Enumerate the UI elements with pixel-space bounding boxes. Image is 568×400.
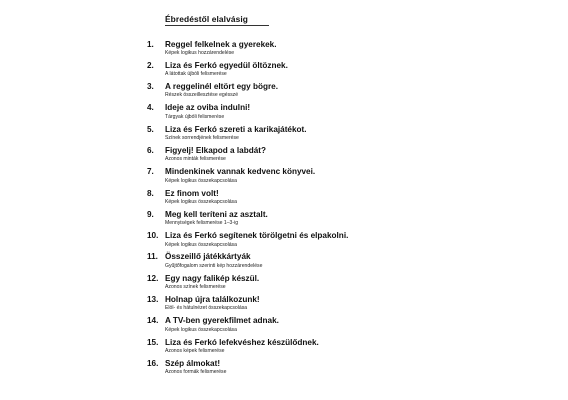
toc-item-subtitle: Képek logikus összekapcsolása xyxy=(165,326,237,333)
toc-item xyxy=(0,359,568,380)
toc-item xyxy=(0,295,568,316)
toc-item-subtitle: Képek logikus összekapcsolása xyxy=(165,198,237,205)
toc-item-number: 14. xyxy=(147,316,159,326)
toc-item-number: 9. xyxy=(147,209,154,219)
toc-item-number: 11. xyxy=(147,252,158,262)
toc-item-number: 13. xyxy=(147,295,159,305)
toc-item-number: 8. xyxy=(147,188,154,198)
toc-item xyxy=(0,338,568,359)
toc-item-heading: Liza és Ferkó szereti a karikajátékot. xyxy=(165,124,307,134)
toc-item-heading: Szép álmokat! xyxy=(165,358,221,368)
table-of-contents xyxy=(0,40,568,381)
toc-item-subtitle: Képek logikus összekapcsolása xyxy=(165,241,237,248)
toc-item-subtitle: Képek logikus összekapcsolása xyxy=(165,177,237,184)
toc-item-subtitle: A látottak újbóli felismerése xyxy=(165,71,227,78)
toc-item xyxy=(0,167,568,188)
toc-item-heading: Liza és Ferkó egyedül öltöznek. xyxy=(165,60,288,70)
toc-item-number: 3. xyxy=(147,82,154,92)
page-title: Ébredéstől elalvásig xyxy=(165,14,248,24)
toc-item xyxy=(0,252,568,273)
toc-item xyxy=(0,125,568,146)
toc-item-subtitle: Gyűjtőfogalom szerinti kép hozzárendelése xyxy=(165,262,263,269)
toc-item xyxy=(0,316,568,337)
toc-item-number: 6. xyxy=(147,145,154,155)
toc-item xyxy=(0,82,568,103)
toc-item-number: 12. xyxy=(147,273,159,283)
toc-item-heading: Összeillő játékkártyák xyxy=(165,252,251,262)
toc-item xyxy=(0,274,568,295)
toc-item-heading: A TV-ben gyerekfilmet adnak. xyxy=(165,316,279,326)
toc-item-number: 10. xyxy=(147,231,159,241)
toc-item-number: 5. xyxy=(147,124,154,134)
toc-item-heading: Liza és Ferkó segítenek törölgetni és elpakolni. xyxy=(165,231,349,241)
toc-item-heading: Ideje az oviba indulni! xyxy=(165,103,251,113)
toc-item-heading: Figyelj! Elkapod a labdát? xyxy=(165,145,266,155)
toc-item-heading: Egy nagy falikép készül. xyxy=(165,273,260,283)
toc-item-heading: Mindenkinek vannak kedvenc könyvei. xyxy=(165,167,316,177)
toc-item xyxy=(0,189,568,210)
toc-item-number: 16. xyxy=(147,358,159,368)
toc-item xyxy=(0,61,568,82)
toc-item-subtitle: Azonos formák felismerése xyxy=(165,369,227,376)
toc-item-heading: Liza és Ferkó lefekvéshez készülődnek. xyxy=(165,337,319,347)
toc-item-subtitle: Tárgyak újbóli felismerése xyxy=(165,113,225,120)
toc-item xyxy=(0,103,568,124)
toc-item-subtitle: Azonos képek felismerése xyxy=(165,348,225,355)
toc-item-heading: Reggel felkelnek a gyerekek. xyxy=(165,39,277,49)
toc-item-number: 2. xyxy=(147,60,154,70)
title-underline xyxy=(165,25,269,26)
toc-item xyxy=(0,210,568,231)
toc-item-number: 7. xyxy=(147,167,154,177)
toc-item-number: 1. xyxy=(147,39,154,49)
toc-item-subtitle: Azonos színek felismerése xyxy=(165,284,226,291)
toc-item-heading: Holnap újra találkozunk! xyxy=(165,295,260,305)
toc-item xyxy=(0,40,568,61)
toc-item-subtitle: Képek logikus hozzárendelése xyxy=(165,49,235,56)
toc-item-subtitle: Mennyiségek felismerése 1–3-ig xyxy=(165,220,239,227)
toc-item-number: 4. xyxy=(147,103,154,113)
toc-item-subtitle: Színek sorrendjének felismerése xyxy=(165,135,239,142)
toc-item-heading: Meg kell teríteni az asztalt. xyxy=(165,209,268,219)
toc-item xyxy=(0,231,568,252)
toc-item-subtitle: Részek összeillesztése egésszé xyxy=(165,92,239,99)
toc-item-number: 15. xyxy=(147,337,159,347)
toc-item xyxy=(0,146,568,167)
toc-item-heading: Ez finom volt! xyxy=(165,188,219,198)
toc-item-subtitle: Azonos minták felismerése xyxy=(165,156,226,163)
toc-item-heading: A reggelinél eltört egy bögre. xyxy=(165,82,278,92)
toc-item-subtitle: Elöl- és hátulnézet összekapcsolása xyxy=(165,305,248,312)
